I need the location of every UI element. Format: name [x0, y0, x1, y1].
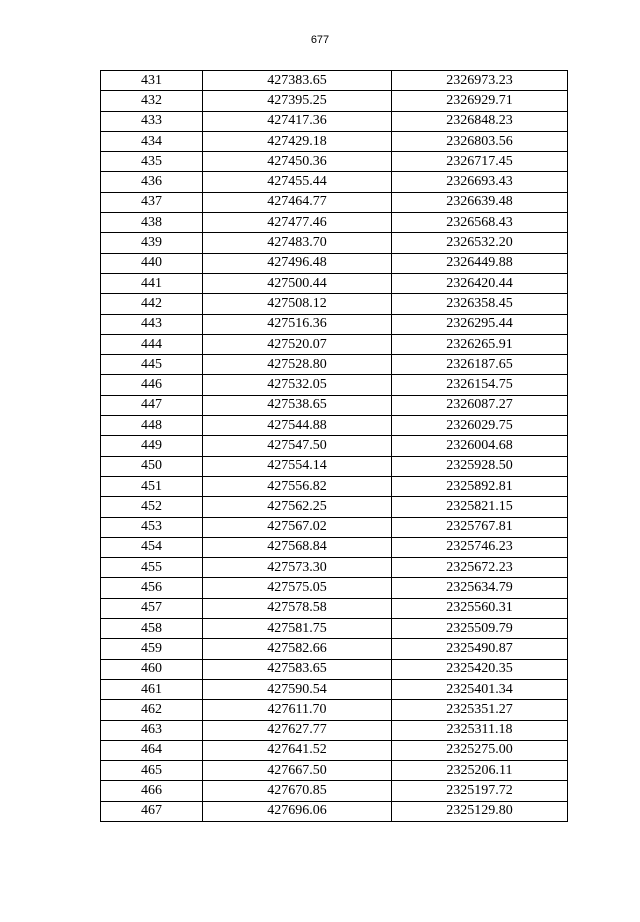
x-coordinate-cell: 427567.02 [203, 517, 392, 537]
x-coordinate-cell: 427483.70 [203, 233, 392, 253]
point-number-cell: 460 [101, 659, 203, 679]
x-coordinate-cell: 427516.36 [203, 314, 392, 334]
x-coordinate-cell: 427696.06 [203, 801, 392, 821]
table-row [101, 273, 568, 293]
table-row [101, 233, 568, 253]
y-coordinate-cell: 2325129.80 [392, 801, 568, 821]
coordinates-table [100, 70, 568, 822]
table-row [101, 700, 568, 720]
y-coordinate-cell: 2326848.23 [392, 111, 568, 131]
point-number-cell: 459 [101, 639, 203, 659]
x-coordinate-cell: 427583.65 [203, 659, 392, 679]
point-number-cell: 458 [101, 619, 203, 639]
point-number-cell: 432 [101, 91, 203, 111]
table-row [101, 537, 568, 557]
y-coordinate-cell: 2326358.45 [392, 294, 568, 314]
point-number-cell: 437 [101, 192, 203, 212]
y-coordinate-cell: 2326187.65 [392, 355, 568, 375]
y-coordinate-cell: 2325351.27 [392, 700, 568, 720]
y-coordinate-cell: 2326803.56 [392, 131, 568, 151]
x-coordinate-cell: 427538.65 [203, 395, 392, 415]
point-number-cell: 447 [101, 395, 203, 415]
y-coordinate-cell: 2326087.27 [392, 395, 568, 415]
y-coordinate-cell: 2325490.87 [392, 639, 568, 659]
x-coordinate-cell: 427627.77 [203, 720, 392, 740]
point-number-cell: 454 [101, 537, 203, 557]
table-row [101, 558, 568, 578]
x-coordinate-cell: 427670.85 [203, 781, 392, 801]
y-coordinate-cell: 2326568.43 [392, 213, 568, 233]
point-number-cell: 441 [101, 273, 203, 293]
y-coordinate-cell: 2325420.35 [392, 659, 568, 679]
x-coordinate-cell: 427544.88 [203, 416, 392, 436]
table-row [101, 416, 568, 436]
y-coordinate-cell: 2326154.75 [392, 375, 568, 395]
table-row [101, 740, 568, 760]
x-coordinate-cell: 427573.30 [203, 558, 392, 578]
table-row [101, 355, 568, 375]
table-row [101, 253, 568, 273]
point-number-cell: 462 [101, 700, 203, 720]
point-number-cell: 464 [101, 740, 203, 760]
table-row [101, 476, 568, 496]
point-number-cell: 434 [101, 131, 203, 151]
x-coordinate-cell: 427578.58 [203, 598, 392, 618]
table-row [101, 294, 568, 314]
table-row [101, 152, 568, 172]
y-coordinate-cell: 2326929.71 [392, 91, 568, 111]
table-row [101, 172, 568, 192]
y-coordinate-cell: 2326639.48 [392, 192, 568, 212]
x-coordinate-cell: 427581.75 [203, 619, 392, 639]
x-coordinate-cell: 427641.52 [203, 740, 392, 760]
y-coordinate-cell: 2326004.68 [392, 436, 568, 456]
x-coordinate-cell: 427667.50 [203, 761, 392, 781]
table-row [101, 578, 568, 598]
y-coordinate-cell: 2326693.43 [392, 172, 568, 192]
x-coordinate-cell: 427417.36 [203, 111, 392, 131]
point-number-cell: 457 [101, 598, 203, 618]
x-coordinate-cell: 427611.70 [203, 700, 392, 720]
table-row [101, 639, 568, 659]
x-coordinate-cell: 427582.66 [203, 639, 392, 659]
point-number-cell: 439 [101, 233, 203, 253]
point-number-cell: 436 [101, 172, 203, 192]
point-number-cell: 463 [101, 720, 203, 740]
table-row [101, 192, 568, 212]
table-row [101, 213, 568, 233]
y-coordinate-cell: 2325821.15 [392, 497, 568, 517]
point-number-cell: 440 [101, 253, 203, 273]
point-number-cell: 455 [101, 558, 203, 578]
table-row [101, 679, 568, 699]
y-coordinate-cell: 2325928.50 [392, 456, 568, 476]
table-row [101, 111, 568, 131]
table-row [101, 314, 568, 334]
y-coordinate-cell: 2326973.23 [392, 71, 568, 91]
x-coordinate-cell: 427520.07 [203, 334, 392, 354]
x-coordinate-cell: 427528.80 [203, 355, 392, 375]
table-row [101, 720, 568, 740]
point-number-cell: 452 [101, 497, 203, 517]
y-coordinate-cell: 2325560.31 [392, 598, 568, 618]
point-number-cell: 448 [101, 416, 203, 436]
y-coordinate-cell: 2326295.44 [392, 314, 568, 334]
table-row [101, 91, 568, 111]
table-row [101, 497, 568, 517]
point-number-cell: 451 [101, 476, 203, 496]
y-coordinate-cell: 2325634.79 [392, 578, 568, 598]
x-coordinate-cell: 427508.12 [203, 294, 392, 314]
x-coordinate-cell: 427568.84 [203, 537, 392, 557]
table-row [101, 436, 568, 456]
table-row [101, 781, 568, 801]
y-coordinate-cell: 2325401.34 [392, 679, 568, 699]
x-coordinate-cell: 427590.54 [203, 679, 392, 699]
page-number: 677 [310, 34, 330, 46]
y-coordinate-cell: 2326420.44 [392, 273, 568, 293]
point-number-cell: 433 [101, 111, 203, 131]
table-row [101, 761, 568, 781]
y-coordinate-cell: 2325311.18 [392, 720, 568, 740]
table-row [101, 456, 568, 476]
y-coordinate-cell: 2325767.81 [392, 517, 568, 537]
y-coordinate-cell: 2325509.79 [392, 619, 568, 639]
y-coordinate-cell: 2326717.45 [392, 152, 568, 172]
table-row [101, 131, 568, 151]
y-coordinate-cell: 2325275.00 [392, 740, 568, 760]
x-coordinate-cell: 427496.48 [203, 253, 392, 273]
point-number-cell: 453 [101, 517, 203, 537]
x-coordinate-cell: 427562.25 [203, 497, 392, 517]
y-coordinate-cell: 2325746.23 [392, 537, 568, 557]
point-number-cell: 431 [101, 71, 203, 91]
point-number-cell: 461 [101, 679, 203, 699]
table-row [101, 619, 568, 639]
y-coordinate-cell: 2325197.72 [392, 781, 568, 801]
point-number-cell: 442 [101, 294, 203, 314]
x-coordinate-cell: 427500.44 [203, 273, 392, 293]
point-number-cell: 438 [101, 213, 203, 233]
point-number-cell: 467 [101, 801, 203, 821]
table-row [101, 334, 568, 354]
table-row [101, 375, 568, 395]
coordinates-table-body [101, 71, 568, 822]
x-coordinate-cell: 427547.50 [203, 436, 392, 456]
table-row [101, 71, 568, 91]
table-row [101, 517, 568, 537]
y-coordinate-cell: 2325672.23 [392, 558, 568, 578]
x-coordinate-cell: 427383.65 [203, 71, 392, 91]
x-coordinate-cell: 427395.25 [203, 91, 392, 111]
x-coordinate-cell: 427556.82 [203, 476, 392, 496]
table-row [101, 801, 568, 821]
point-number-cell: 456 [101, 578, 203, 598]
x-coordinate-cell: 427450.36 [203, 152, 392, 172]
x-coordinate-cell: 427455.44 [203, 172, 392, 192]
point-number-cell: 465 [101, 761, 203, 781]
y-coordinate-cell: 2326265.91 [392, 334, 568, 354]
point-number-cell: 435 [101, 152, 203, 172]
x-coordinate-cell: 427429.18 [203, 131, 392, 151]
y-coordinate-cell: 2326449.88 [392, 253, 568, 273]
x-coordinate-cell: 427575.05 [203, 578, 392, 598]
x-coordinate-cell: 427477.46 [203, 213, 392, 233]
y-coordinate-cell: 2326029.75 [392, 416, 568, 436]
x-coordinate-cell: 427554.14 [203, 456, 392, 476]
point-number-cell: 445 [101, 355, 203, 375]
y-coordinate-cell: 2325892.81 [392, 476, 568, 496]
x-coordinate-cell: 427464.77 [203, 192, 392, 212]
table-row [101, 659, 568, 679]
point-number-cell: 450 [101, 456, 203, 476]
y-coordinate-cell: 2325206.11 [392, 761, 568, 781]
point-number-cell: 446 [101, 375, 203, 395]
table-row [101, 395, 568, 415]
x-coordinate-cell: 427532.05 [203, 375, 392, 395]
point-number-cell: 449 [101, 436, 203, 456]
table-row [101, 598, 568, 618]
point-number-cell: 443 [101, 314, 203, 334]
y-coordinate-cell: 2326532.20 [392, 233, 568, 253]
point-number-cell: 466 [101, 781, 203, 801]
point-number-cell: 444 [101, 334, 203, 354]
